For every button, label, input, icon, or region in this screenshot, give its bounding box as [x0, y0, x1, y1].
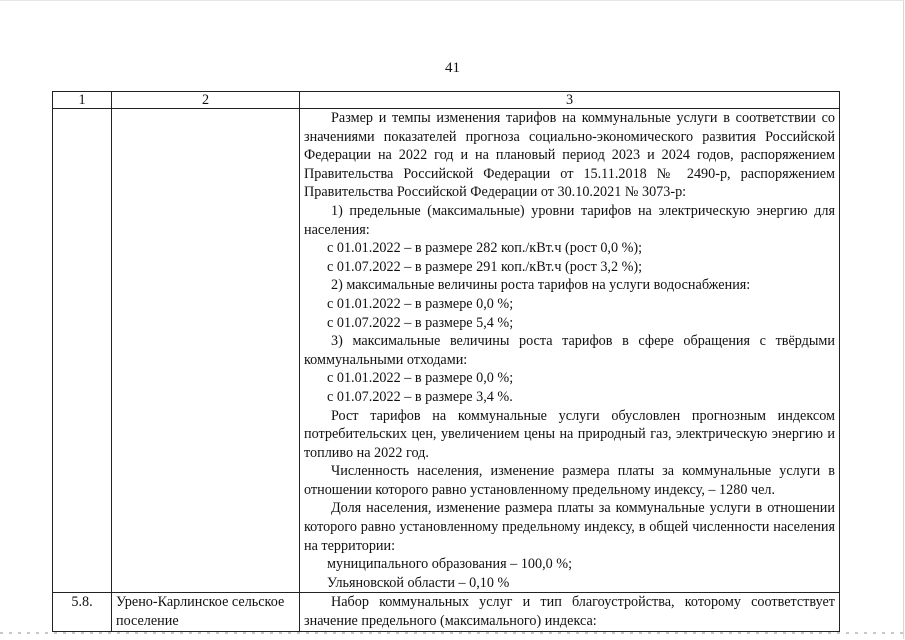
description-cell — [300, 593, 840, 631]
water-item-1: с 01.01.2022 – в размере 0,0 %; — [327, 295, 514, 312]
column-header-2: 2 — [112, 92, 300, 109]
description-cell — [300, 109, 840, 593]
water-heading: 2) максимальные величины роста тарифов на услуги водоснабжения: — [331, 277, 751, 294]
row-number-cell — [53, 109, 112, 593]
table-row — [53, 593, 840, 631]
waste-item-1: с 01.01.2022 – в размере 0,0 %; — [327, 370, 514, 387]
service-set-paragraph: Набор коммунальных услуг и тип благоустройства, которому соответствует значение предельного (максимального) индекса: — [304, 594, 835, 630]
share-region: Ульяновской области – 0,10 % — [327, 574, 510, 591]
tariff-growth-paragraph: Рост тарифов на коммунальные услуги обусловлен прогнозным индексом потребительских цен, увеличением цены на природный газ, электрическую энергию и топливо на 2022 год. — [304, 407, 835, 461]
waste-heading: 3) максимальные величины роста тарифов в сфере обращения с твёрдыми коммунальными отходами: — [304, 333, 835, 368]
column-header-1: 1 — [53, 92, 112, 109]
population-share-paragraph: Доля населения, изменение размера платы за коммунальные услуги в отношении которого равно установленному предельному индексу, в общей численности населения на территории: — [304, 500, 835, 554]
tariff-intro-paragraph: Размер и темпы изменения тарифов на коммунальные услуги в соответствии со значениями показателей прогноза социально-экономического развития Российской Федерации на 2022 год и на плановый период 2023 и 2024 годов, распоряжением Правительства Российской Федерации от 15.11.2018 № 2490-р, распоряжением Правительства Российской Федерации от 30.10.2021 № 3073-р: — [304, 110, 835, 201]
tariff-table — [52, 91, 840, 632]
electricity-item-2: с 01.07.2022 – в размере 291 коп./кВт.ч (рост 3,2 %); — [327, 258, 643, 275]
settlement-cell — [112, 109, 300, 593]
scan-artifact-line — [0, 632, 905, 634]
settlement-cell: Урено-Карлинское сельское поселение — [112, 593, 300, 631]
row-number-cell: 5.8. — [53, 593, 112, 631]
table-header-row — [53, 92, 840, 109]
share-municipal: муниципального образования – 100,0 %; — [327, 556, 573, 573]
population-count-paragraph: Численность населения, изменение размера платы за коммунальные услуги в отношении которого равно установленному предельному индексу, – 1280 чел. — [304, 463, 835, 498]
page-number: 41 — [445, 60, 460, 76]
electricity-heading: 1) предельные (максимальные) уровни тарифов на электрическую энергию для населения: — [304, 202, 835, 238]
electricity-item-1: с 01.01.2022 – в размере 282 коп./кВт.ч (рост 0,0 %); — [327, 240, 643, 257]
water-item-2: с 01.07.2022 – в размере 5,4 %; — [327, 314, 514, 331]
waste-item-2: с 01.07.2022 – в размере 3,4 %. — [327, 388, 513, 405]
table-row — [53, 109, 840, 593]
column-header-3: 3 — [300, 92, 840, 109]
